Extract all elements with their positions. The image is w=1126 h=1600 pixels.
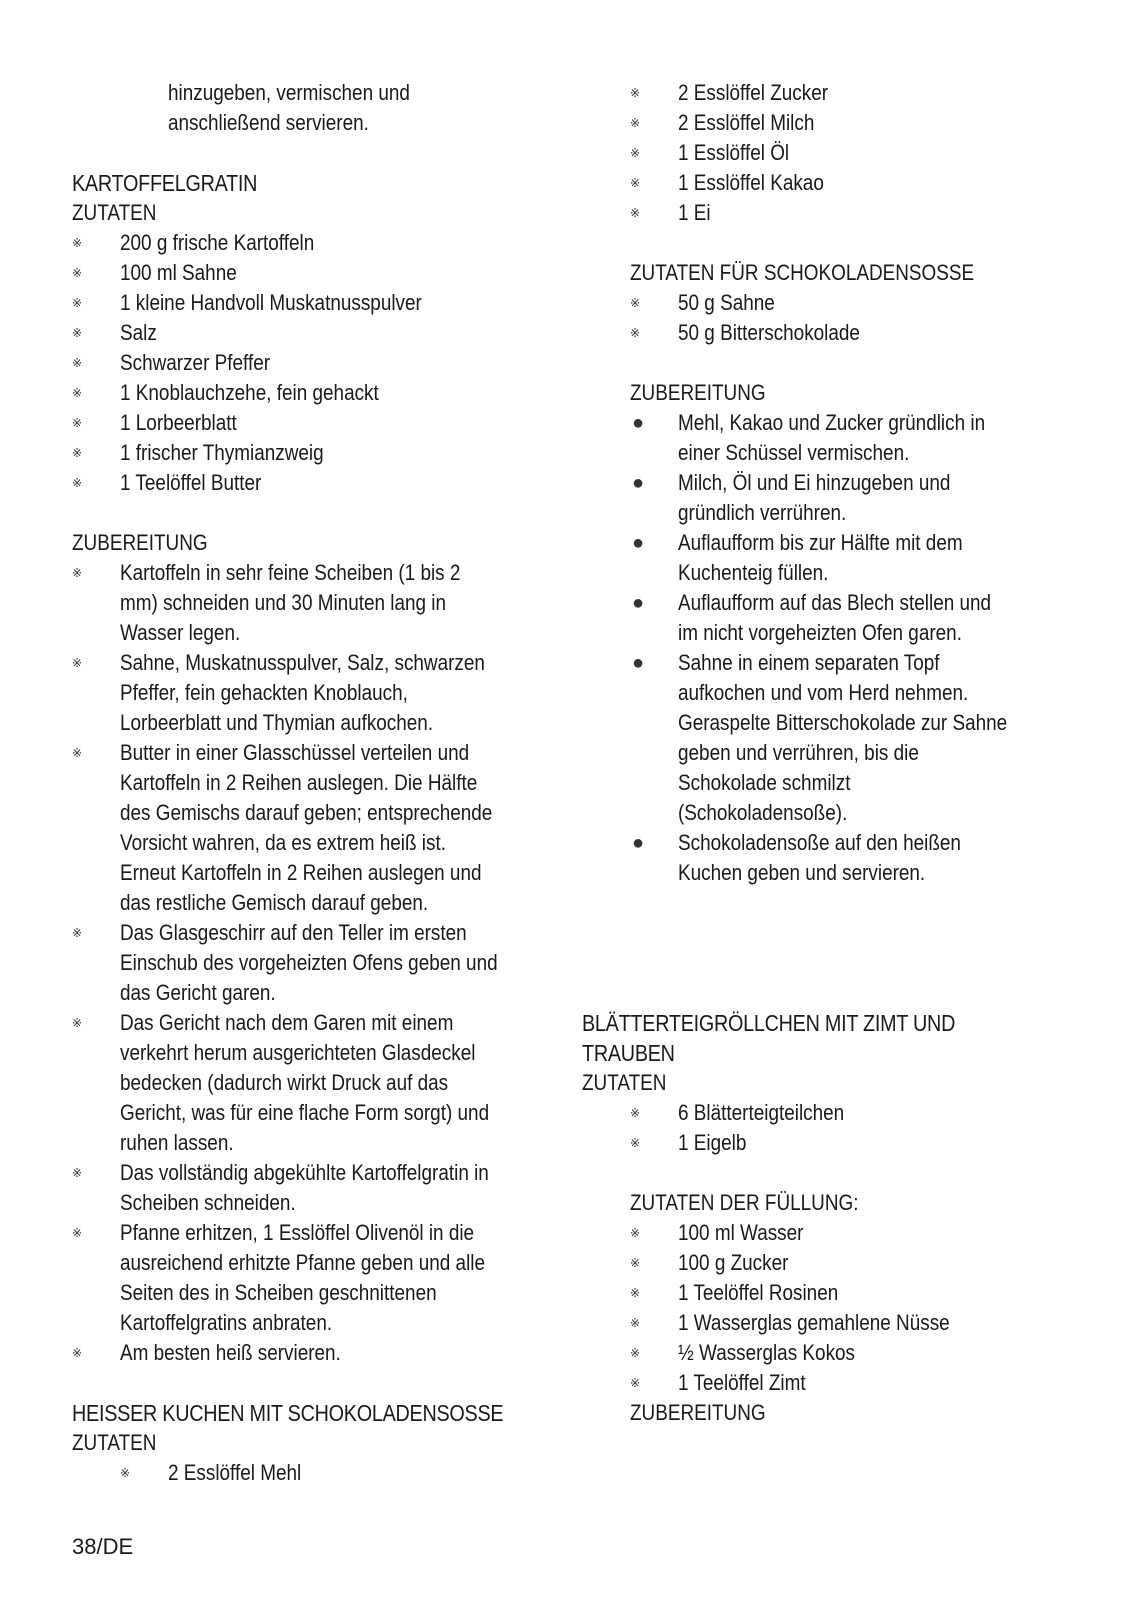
item-text: Geraspelte Bitterschokolade zur Sahne bbox=[678, 710, 1008, 735]
list-item bbox=[72, 378, 552, 408]
item-text: aufkochen und vom Herd nehmen. bbox=[678, 680, 969, 705]
right-column bbox=[582, 78, 1052, 1428]
item-text: 200 g frische Kartoffeln bbox=[120, 230, 315, 255]
marker-icon: ※ bbox=[120, 1466, 131, 1480]
item-text: Auflaufform auf das Blech stellen und bbox=[678, 590, 992, 615]
list-item bbox=[630, 408, 1052, 468]
item-text: geben und verrühren, bis die bbox=[678, 740, 919, 765]
marker-icon: ※ bbox=[630, 326, 641, 340]
roll-ingredients-label: ZUTATEN bbox=[582, 1070, 667, 1095]
item-text: Das Gericht nach dem Garen mit einem bbox=[120, 1010, 454, 1035]
marker-icon: ※ bbox=[630, 1256, 641, 1270]
item-text: Schokoladensoße auf den heißen bbox=[678, 830, 961, 855]
item-text: Am besten heiß servieren. bbox=[120, 1340, 341, 1365]
list-item bbox=[630, 78, 1052, 108]
item-text: ½ Wasserglas Kokos bbox=[678, 1340, 856, 1365]
gratin-steps-list bbox=[72, 558, 552, 1368]
item-text: ausreichend erhitzte Pfanne geben und alle bbox=[120, 1250, 486, 1275]
item-text: im nicht vorgeheizten Ofen garen. bbox=[678, 620, 962, 645]
item-text: 100 ml Wasser bbox=[678, 1220, 804, 1245]
marker-icon: ※ bbox=[630, 1346, 641, 1360]
item-text: Das vollständig abgekühlte Kartoffelgratin in bbox=[120, 1160, 489, 1185]
item-text: Gericht, was für eine flache Form sorgt) und bbox=[120, 1100, 490, 1125]
bullet-icon: ● bbox=[632, 832, 645, 854]
item-text: ruhen lassen. bbox=[120, 1130, 234, 1155]
list-item bbox=[72, 258, 552, 288]
item-text: Kartoffelgratins anbraten. bbox=[120, 1310, 333, 1335]
list-item bbox=[72, 1338, 552, 1368]
list-item bbox=[630, 588, 1052, 648]
marker-icon: ※ bbox=[630, 206, 641, 220]
marker-icon: ※ bbox=[72, 566, 83, 580]
item-text: 2 Esslöffel Mehl bbox=[168, 1460, 302, 1485]
item-text: des Gemischs darauf geben; entsprechende bbox=[120, 800, 493, 825]
list-item bbox=[72, 918, 552, 1008]
marker-icon: ※ bbox=[72, 416, 83, 430]
item-text: Kartoffeln in 2 Reihen auslegen. Die Hälfte bbox=[120, 770, 478, 795]
item-text: 1 Teelöffel Rosinen bbox=[678, 1280, 839, 1305]
list-item bbox=[72, 1158, 552, 1218]
marker-icon: ※ bbox=[72, 746, 83, 760]
marker-icon: ※ bbox=[630, 1316, 641, 1330]
item-text: 1 Eigelb bbox=[678, 1130, 747, 1155]
marker-icon: ※ bbox=[72, 446, 83, 460]
list-item bbox=[630, 198, 1052, 228]
marker-icon: ※ bbox=[72, 926, 83, 940]
item-text: 1 Wasserglas gemahlene Nüsse bbox=[678, 1310, 950, 1335]
item-text: Mehl, Kakao und Zucker gründlich in bbox=[678, 410, 986, 435]
item-text: 1 Ei bbox=[678, 200, 711, 225]
marker-icon: ※ bbox=[72, 656, 83, 670]
roll-title: BLÄTTERTEIGRÖLLCHEN MIT ZIMT UND TRAUBEN bbox=[582, 1010, 956, 1066]
gratin-title: KARTOFFELGRATIN bbox=[72, 170, 258, 196]
marker-icon: ※ bbox=[630, 1226, 641, 1240]
marker-icon: ※ bbox=[72, 1166, 83, 1180]
item-text: 2 Esslöffel Zucker bbox=[678, 80, 829, 105]
item-text: Das Glasgeschirr auf den Teller im ersten bbox=[120, 920, 467, 945]
roll-ingredients-list bbox=[582, 1098, 1052, 1158]
list-item bbox=[630, 1338, 1052, 1368]
item-text: Sahne, Muskatnusspulver, Salz, schwarzen bbox=[120, 650, 485, 675]
marker-icon: ※ bbox=[72, 266, 83, 280]
marker-icon: ※ bbox=[630, 296, 641, 310]
marker-icon: ※ bbox=[630, 1136, 641, 1150]
bullet-icon: ● bbox=[632, 652, 645, 674]
item-text: das restliche Gemisch darauf geben. bbox=[120, 890, 429, 915]
item-text: Pfanne erhitzen, 1 Esslöffel Olivenöl in die bbox=[120, 1220, 475, 1245]
bullet-icon: ● bbox=[632, 592, 645, 614]
list-item bbox=[72, 648, 552, 738]
item-text: Pfeffer, fein gehackten Knoblauch, bbox=[120, 680, 408, 705]
left-column bbox=[72, 78, 552, 1488]
item-text: verkehrt herum ausgerichteten Glasdeckel bbox=[120, 1040, 476, 1065]
marker-icon: ※ bbox=[72, 1226, 83, 1240]
roll-prep-label: ZUBEREITUNG bbox=[630, 1400, 766, 1425]
item-text: 1 Esslöffel Öl bbox=[678, 140, 790, 165]
list-item bbox=[72, 558, 552, 648]
item-text: Einschub des vorgeheizten Ofens geben und bbox=[120, 950, 498, 975]
list-item bbox=[72, 348, 552, 378]
list-item bbox=[72, 408, 552, 438]
intro-continuation bbox=[72, 78, 552, 138]
intro-line: hinzugeben, vermischen und bbox=[168, 80, 410, 105]
item-text: Butter in einer Glasschüssel verteilen und bbox=[120, 740, 470, 765]
marker-icon: ※ bbox=[72, 356, 83, 370]
roll-filling-list bbox=[582, 1218, 1052, 1398]
item-text: 100 ml Sahne bbox=[120, 260, 237, 285]
marker-icon: ※ bbox=[630, 86, 641, 100]
list-item bbox=[72, 468, 552, 498]
gratin-ingredients-list bbox=[72, 228, 552, 498]
item-text: Wasser legen. bbox=[120, 620, 241, 645]
item-text: Lorbeerblatt und Thymian aufkochen. bbox=[120, 710, 434, 735]
kuchen-title: HEISSER KUCHEN MIT SCHOKOLADENSOSSE bbox=[72, 1400, 504, 1426]
item-text: 1 kleine Handvoll Muskatnusspulver bbox=[120, 290, 422, 315]
marker-icon: ※ bbox=[630, 176, 641, 190]
marker-icon: ※ bbox=[72, 476, 83, 490]
list-item bbox=[630, 1248, 1052, 1278]
item-text: 2 Esslöffel Milch bbox=[678, 110, 815, 135]
list-item bbox=[630, 1368, 1052, 1398]
sauce-ingredients-label: ZUTATEN FÜR SCHOKOLADENSOSSE bbox=[630, 260, 975, 285]
list-item bbox=[630, 528, 1052, 588]
kuchen-prep-label: ZUBEREITUNG bbox=[630, 380, 766, 405]
marker-icon: ※ bbox=[630, 1376, 641, 1390]
kuchen-steps-list bbox=[582, 408, 1052, 888]
list-item bbox=[630, 468, 1052, 528]
list-item bbox=[630, 318, 1052, 348]
kuchen-ingredients-list bbox=[582, 78, 1052, 228]
list-item bbox=[72, 1008, 552, 1158]
item-text: Milch, Öl und Ei hinzugeben und bbox=[678, 470, 951, 495]
list-item bbox=[72, 738, 552, 918]
item-text: Seiten des in Scheiben geschnittenen bbox=[120, 1280, 437, 1305]
gratin-prep-label: ZUBEREITUNG bbox=[72, 530, 208, 555]
item-text: 1 Lorbeerblatt bbox=[120, 410, 237, 435]
bullet-icon: ● bbox=[632, 412, 645, 434]
item-text: Kuchen geben und servieren. bbox=[678, 860, 926, 885]
item-text: gründlich verrühren. bbox=[678, 500, 847, 525]
marker-icon: ※ bbox=[72, 1346, 83, 1360]
item-text: Auflaufform bis zur Hälfte mit dem bbox=[678, 530, 963, 555]
item-text: Salz bbox=[120, 320, 157, 345]
item-text: 50 g Bitterschokolade bbox=[678, 320, 860, 345]
list-item bbox=[630, 648, 1052, 828]
marker-icon: ※ bbox=[630, 1106, 641, 1120]
list-item bbox=[630, 1098, 1052, 1128]
list-item bbox=[630, 1278, 1052, 1308]
page-number: 38/DE bbox=[72, 1534, 134, 1559]
list-item bbox=[72, 1218, 552, 1338]
list-item bbox=[120, 1458, 552, 1488]
gratin-ingredients-label: ZUTATEN bbox=[72, 200, 157, 225]
item-text: einer Schüssel vermischen. bbox=[678, 440, 910, 465]
intro-line: anschließend servieren. bbox=[168, 110, 369, 135]
item-text: Vorsicht wahren, da es extrem heiß ist. bbox=[120, 830, 446, 855]
list-item bbox=[72, 438, 552, 468]
marker-icon: ※ bbox=[72, 296, 83, 310]
item-text: Schwarzer Pfeffer bbox=[120, 350, 271, 375]
roll-filling-label: ZUTATEN DER FÜLLUNG: bbox=[630, 1190, 859, 1215]
list-item bbox=[72, 228, 552, 258]
kuchen-ingredients-list-start bbox=[72, 1458, 552, 1488]
list-item bbox=[630, 138, 1052, 168]
list-item bbox=[630, 108, 1052, 138]
bullet-icon: ● bbox=[632, 532, 645, 554]
list-item bbox=[630, 168, 1052, 198]
marker-icon: ※ bbox=[630, 146, 641, 160]
item-text: mm) schneiden und 30 Minuten lang in bbox=[120, 590, 447, 615]
item-text: Kuchenteig füllen. bbox=[678, 560, 829, 585]
item-text: Schokolade schmilzt bbox=[678, 770, 851, 795]
marker-icon: ※ bbox=[630, 1286, 641, 1300]
kuchen-ingredients-label: ZUTATEN bbox=[72, 1430, 157, 1455]
item-text: 1 Teelöffel Butter bbox=[120, 470, 262, 495]
item-text: 50 g Sahne bbox=[678, 290, 775, 315]
marker-icon: ※ bbox=[72, 236, 83, 250]
marker-icon: ※ bbox=[72, 386, 83, 400]
sauce-ingredients-list bbox=[582, 288, 1052, 348]
item-text: 1 Knoblauchzehe, fein gehackt bbox=[120, 380, 379, 405]
list-item bbox=[72, 318, 552, 348]
item-text: Kartoffeln in sehr feine Scheiben (1 bis 2 bbox=[120, 560, 461, 585]
item-text: 100 g Zucker bbox=[678, 1250, 789, 1275]
list-item bbox=[72, 288, 552, 318]
item-text: Scheiben schneiden. bbox=[120, 1190, 296, 1215]
item-text: (Schokoladensoße). bbox=[678, 800, 848, 825]
list-item bbox=[630, 1128, 1052, 1158]
list-item bbox=[630, 828, 1052, 888]
bullet-icon: ● bbox=[632, 472, 645, 494]
item-text: bedecken (dadurch wirkt Druck auf das bbox=[120, 1070, 449, 1095]
item-text: Sahne in einem separaten Topf bbox=[678, 650, 940, 675]
list-item bbox=[630, 1308, 1052, 1338]
marker-icon: ※ bbox=[630, 116, 641, 130]
item-text: Erneut Kartoffeln in 2 Reihen auslegen und bbox=[120, 860, 482, 885]
marker-icon: ※ bbox=[72, 326, 83, 340]
marker-icon: ※ bbox=[72, 1016, 83, 1030]
item-text: 1 Esslöffel Kakao bbox=[678, 170, 824, 195]
list-item bbox=[630, 288, 1052, 318]
item-text: 6 Blätterteigteilchen bbox=[678, 1100, 845, 1125]
item-text: 1 Teelöffel Zimt bbox=[678, 1370, 806, 1395]
item-text: das Gericht garen. bbox=[120, 980, 276, 1005]
list-item bbox=[630, 1218, 1052, 1248]
item-text: 1 frischer Thymianzweig bbox=[120, 440, 324, 465]
